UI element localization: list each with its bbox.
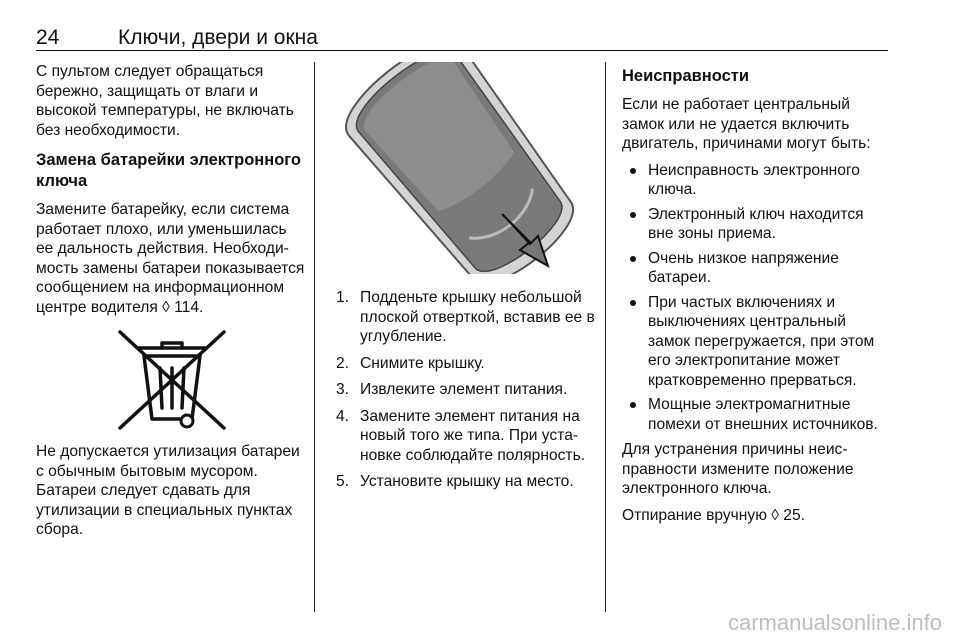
middle-column xyxy=(334,62,596,499)
faults-list xyxy=(622,161,892,435)
step-number: 2. xyxy=(336,354,350,372)
page-number: 24 xyxy=(36,26,60,49)
crossed-out-bin-icon xyxy=(36,324,308,436)
step-text: Извлеките элемент питания. xyxy=(360,381,568,398)
battery-replacement-heading: Замена батарейки электронного ключа xyxy=(36,151,302,190)
right-column xyxy=(622,62,892,532)
bullet-icon xyxy=(630,212,636,218)
bullet-text: При частых включениях и выключениях центральный замок перегружается, при этом его электропитание может кратковременно прерваться. xyxy=(648,293,875,389)
bullet-text: Электронный ключ находится вне зоны приема. xyxy=(648,205,864,242)
faults-intro: Если не работает центральный замок или не удается включить двигатель, причинами могут быть: xyxy=(622,96,871,152)
bullet-text: Неисправность электронного ключа. xyxy=(648,161,860,198)
fix-advice: Для устранения причины неисправности измените положение электронного ключа. xyxy=(622,441,854,497)
key-fob-illustration xyxy=(334,62,596,274)
list-item xyxy=(334,472,596,492)
chapter-title: Ключи, двери и окна xyxy=(118,26,318,49)
list-item xyxy=(334,288,596,347)
column-divider-left xyxy=(314,62,315,612)
bullet-icon xyxy=(630,402,636,408)
page-header xyxy=(36,10,888,51)
handling-intro: С пультом следует обращаться бережно, защищать от влаги и высокой температуры, не включать без необходимости. xyxy=(36,63,294,139)
battery-steps-list xyxy=(334,288,596,492)
step-number: 1. xyxy=(336,289,350,306)
column-divider-right xyxy=(605,62,606,612)
watermark: carmanualsonline.info xyxy=(727,610,942,635)
bullet-icon xyxy=(630,256,636,262)
list-item xyxy=(334,380,596,400)
step-text: Подденьте крышку небольшой плоской отверткой, вставив ее в углубление. xyxy=(360,289,595,345)
step-text: Снимите крышку. xyxy=(360,354,485,372)
list-item xyxy=(622,161,892,200)
bullet-icon xyxy=(630,168,636,174)
battery-replacement-text: Замените батарейку, если система работает плохо, или уменьшилась ее дальность действия. Необходимость замены батареи показывается сообщением на информационном центре водителя ◊ 114. xyxy=(36,201,305,316)
step-number: 5. xyxy=(336,473,350,490)
step-text: Установите крышку на место. xyxy=(360,473,574,490)
list-item xyxy=(622,395,892,434)
list-item xyxy=(622,293,892,391)
step-text: Замените элемент питания на новый того же типа. При установке соблюдайте полярность. xyxy=(360,407,586,464)
step-number: 3. xyxy=(336,381,350,398)
left-column xyxy=(36,62,308,547)
bullet-icon xyxy=(630,300,636,306)
step-number: 4. xyxy=(336,407,350,425)
list-item xyxy=(334,354,596,374)
bullet-text: Мощные электромагнитные помехи от внешних источников. xyxy=(648,396,878,433)
list-item xyxy=(622,249,892,288)
manual-unlock-reference: Отпирание вручную ◊ 25. xyxy=(622,506,805,524)
list-item xyxy=(622,205,892,244)
bullet-text: Очень низкое напряжение батареи. xyxy=(648,249,839,286)
disposal-warning: Не допускается утилизация батареи с обычным бытовым мусором. Батареи следует сдавать для утилизации в специальных пунктах сбора. xyxy=(36,443,300,538)
list-item xyxy=(334,407,596,466)
faults-heading: Неисправности xyxy=(622,67,750,85)
